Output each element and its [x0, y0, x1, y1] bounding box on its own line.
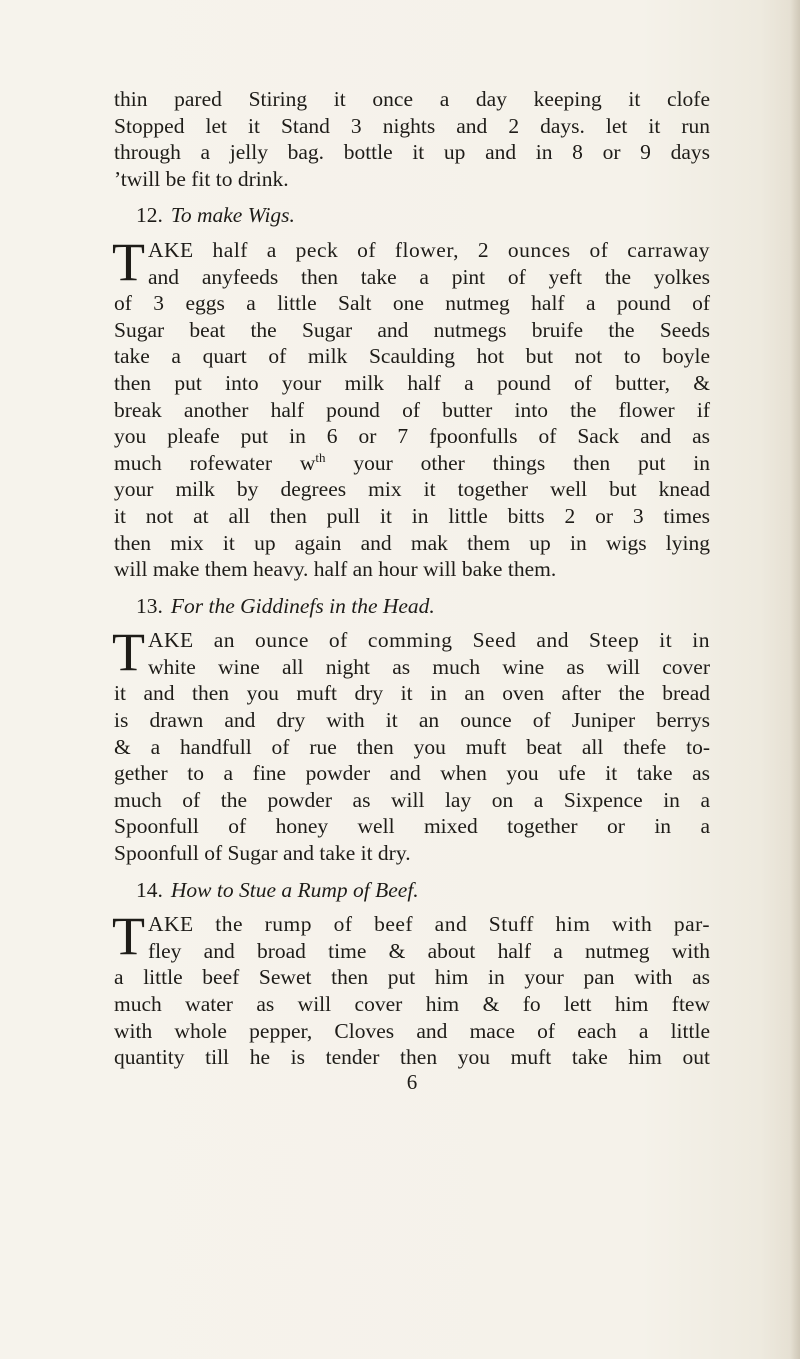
recipe-14 [114, 877, 710, 1071]
text-line: will make them heavy. half an hour will bake them. [114, 557, 557, 582]
text-line: much of the powder as will lay on a Sixpence in a [114, 787, 710, 812]
text-line: through a jelly bag. bottle it up and in 8 or 9 days [114, 140, 710, 165]
text-fragment: your other things then put in [325, 450, 710, 475]
recipe-12 [114, 202, 710, 582]
recipe-heading [136, 877, 710, 904]
recipe-body [112, 231, 710, 583]
text-line: AKE an ounce of comming Seed and Steep it in [148, 628, 710, 653]
text-block [114, 86, 710, 1095]
text-line: Spoonfull of Sugar and take it dry. [114, 841, 411, 866]
text-line: then mix it up again and mak them up in wigs lying [114, 530, 710, 555]
text-line: much water as will cover him & fo lett him ftew [114, 992, 710, 1016]
text-line: quantity till he is tender then you muft take him out [114, 1045, 710, 1070]
page-edge-shadow [790, 0, 800, 1359]
recipe-title: For the Giddinefs in the Head. [170, 593, 435, 618]
recipe-13 [114, 593, 710, 867]
text-line: a little beef Sewet then put him in your pan with as [114, 965, 710, 990]
text-line: thin pared Stiring it once a day keeping it clofe [114, 87, 710, 111]
text-line: Stopped let it Stand 3 nights and 2 days. let it run [114, 113, 710, 138]
text-line: is drawn and dry with it an ounce of Juniper berrys [114, 708, 710, 733]
text-line: it and then you muft dry it in an oven after the bread [114, 681, 710, 706]
text-line: AKE the rump of beef and Stuff him with par- [148, 912, 710, 937]
recipe-number: 12. [136, 203, 163, 228]
text-line: take a quart of milk Scaulding hot but not to boyle [114, 344, 710, 369]
recipe-number: 13. [136, 593, 163, 618]
recipe-number: 14. [136, 877, 163, 902]
recipe-body [112, 622, 710, 866]
text-line: gether to a fine powder and when you ufe it take as [114, 761, 710, 786]
text-line: ’twill be fit to drink. [114, 166, 289, 191]
recipe-heading [136, 593, 710, 620]
text-line: with whole pepper, Cloves and mace of each a little [114, 1018, 710, 1043]
text-line: you pleafe put in 6 or 7 fpoonfulls of Sack and as [114, 424, 710, 449]
text-line: fley and broad time & about half a nutmeg with [148, 938, 710, 963]
text-line: AKE half a peck of flower, 2 ounces of carraway [148, 237, 710, 262]
text-line: break another half pound of butter into the flower if [114, 397, 710, 422]
text-line: your milk by degrees mix it together well but knead [114, 477, 710, 502]
text-line: and anyfeeds then take a pint of yeft the yolkes [148, 264, 710, 289]
text-line: of 3 eggs a little Salt one nutmeg half a pound of [114, 291, 710, 316]
recipe-heading [136, 202, 710, 229]
text-fragment: much rofewater w [114, 450, 316, 475]
text-line-with-superscript [114, 450, 710, 477]
recipe-title: How to Stue a Rump of Beef. [170, 877, 419, 902]
drop-cap: T [112, 231, 145, 292]
drop-cap: T [112, 906, 145, 967]
text-line: Spoonfull of honey well mixed together or in a [114, 814, 710, 839]
drop-cap: T [112, 622, 145, 683]
text-line: then put into your milk half a pound of butter, & [114, 370, 710, 395]
text-line: it not at all then pull it in little bitts 2 or 3 times [114, 503, 710, 528]
text-line: Sugar beat the Sugar and nutmegs bruife the Seeds [114, 317, 710, 342]
text-line: white wine all night as much wine as will cover [148, 654, 710, 679]
recipe-title: To make Wigs. [170, 203, 295, 228]
page-number: 6 [406, 1069, 418, 1094]
continuation-paragraph [114, 86, 710, 192]
superscript: th [315, 449, 326, 465]
recipe-body [112, 906, 710, 1071]
text-line: & a handfull of rue then you muft beat all thefe to- [114, 734, 710, 759]
